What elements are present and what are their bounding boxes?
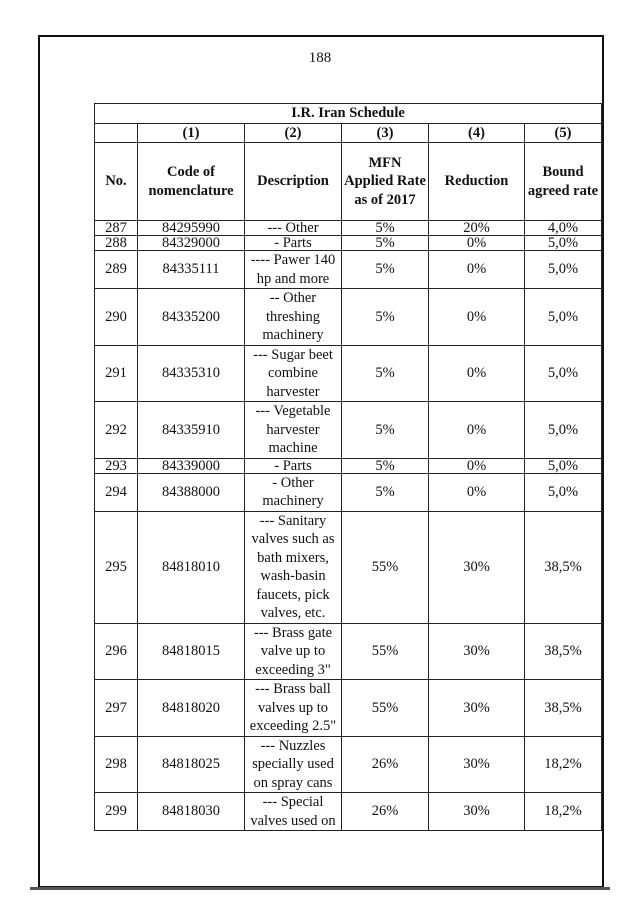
table-row: [95, 221, 602, 236]
cell-reduction: 0%: [429, 289, 525, 346]
cell-reduction: 0%: [429, 345, 525, 402]
table-row: [95, 345, 602, 402]
cell-bound-rate: 18,2%: [525, 793, 602, 831]
cell-mfn-rate: 5%: [342, 236, 429, 251]
cell-no: 298: [95, 736, 138, 793]
cell-no: 296: [95, 623, 138, 680]
cell-description: ---- Pawer 140 hp and more: [245, 251, 342, 289]
cell-code: 84339000: [138, 458, 245, 473]
cell-no: 297: [95, 680, 138, 737]
cell-no: 299: [95, 793, 138, 831]
tariff-schedule-table: [94, 103, 602, 831]
cell-mfn-rate: 55%: [342, 680, 429, 737]
cell-code: 84335310: [138, 345, 245, 402]
cell-reduction: 30%: [429, 793, 525, 831]
column-number: (2): [245, 123, 342, 143]
cell-description: - Other machinery: [245, 473, 342, 511]
cell-bound-rate: 5,0%: [525, 473, 602, 511]
cell-code: 84335111: [138, 251, 245, 289]
cell-mfn-rate: 26%: [342, 736, 429, 793]
cell-description: --- Brass gate valve up to exceeding 3": [245, 623, 342, 680]
scan-edge: [30, 887, 610, 890]
cell-description: --- Special valves used on: [245, 793, 342, 831]
cell-mfn-rate: 55%: [342, 623, 429, 680]
column-number-row: [95, 123, 602, 143]
cell-mfn-rate: 5%: [342, 345, 429, 402]
cell-code: 84818015: [138, 623, 245, 680]
cell-no: 295: [95, 511, 138, 623]
cell-description: --- Other: [245, 221, 342, 236]
cell-bound-rate: 5,0%: [525, 289, 602, 346]
header-no: No.: [95, 143, 138, 221]
table-row: [95, 236, 602, 251]
cell-reduction: 30%: [429, 680, 525, 737]
cell-description: - Parts: [245, 236, 342, 251]
cell-reduction: 30%: [429, 623, 525, 680]
table-row: [95, 736, 602, 793]
cell-no: 288: [95, 236, 138, 251]
table-row: [95, 473, 602, 511]
cell-mfn-rate: 5%: [342, 251, 429, 289]
cell-code: 84818030: [138, 793, 245, 831]
column-number: (4): [429, 123, 525, 143]
cell-code: 84388000: [138, 473, 245, 511]
cell-mfn-rate: 26%: [342, 793, 429, 831]
table-title: I.R. Iran Schedule: [95, 104, 602, 124]
cell-bound-rate: 38,5%: [525, 680, 602, 737]
table-row: [95, 680, 602, 737]
column-number: (1): [138, 123, 245, 143]
header-description: Description: [245, 143, 342, 221]
cell-no: 291: [95, 345, 138, 402]
cell-description: --- Nuzzles specially used on spray cans: [245, 736, 342, 793]
cell-description: - Parts: [245, 458, 342, 473]
cell-reduction: 30%: [429, 736, 525, 793]
table-row: [95, 511, 602, 623]
cell-reduction: 0%: [429, 473, 525, 511]
cell-bound-rate: 38,5%: [525, 511, 602, 623]
cell-mfn-rate: 5%: [342, 402, 429, 459]
header-code: Code of nomenclature: [138, 143, 245, 221]
cell-bound-rate: 5,0%: [525, 345, 602, 402]
cell-mfn-rate: 5%: [342, 473, 429, 511]
cell-description: --- Sanitary valves such as bath mixers, wash-basin faucets, pick valves, etc.: [245, 511, 342, 623]
table-row: [95, 793, 602, 831]
cell-code: 84818025: [138, 736, 245, 793]
cell-reduction: 20%: [429, 221, 525, 236]
column-number: [95, 123, 138, 143]
cell-bound-rate: 18,2%: [525, 736, 602, 793]
cell-no: 294: [95, 473, 138, 511]
cell-reduction: 30%: [429, 511, 525, 623]
column-number: (3): [342, 123, 429, 143]
table-row: [95, 623, 602, 680]
header-bound-rate: Bound agreed rate: [525, 143, 602, 221]
table-row: [95, 402, 602, 459]
cell-description: --- Brass ball valves up to exceeding 2.5": [245, 680, 342, 737]
header-row: [95, 143, 602, 221]
cell-bound-rate: 38,5%: [525, 623, 602, 680]
cell-description: --- Vegetable harvester machine: [245, 402, 342, 459]
table-row: [95, 458, 602, 473]
cell-no: 292: [95, 402, 138, 459]
cell-bound-rate: 5,0%: [525, 402, 602, 459]
cell-code: 84295990: [138, 221, 245, 236]
cell-bound-rate: 5,0%: [525, 251, 602, 289]
cell-bound-rate: 5,0%: [525, 458, 602, 473]
header-mfn-rate: MFN Applied Rate as of 2017: [342, 143, 429, 221]
table-row: [95, 289, 602, 346]
cell-code: 84818010: [138, 511, 245, 623]
cell-mfn-rate: 5%: [342, 289, 429, 346]
table-row: [95, 251, 602, 289]
cell-bound-rate: 5,0%: [525, 236, 602, 251]
cell-bound-rate: 4,0%: [525, 221, 602, 236]
cell-reduction: 0%: [429, 458, 525, 473]
cell-code: 84329000: [138, 236, 245, 251]
cell-no: 293: [95, 458, 138, 473]
cell-mfn-rate: 5%: [342, 458, 429, 473]
cell-no: 289: [95, 251, 138, 289]
cell-code: 84818020: [138, 680, 245, 737]
cell-code: 84335200: [138, 289, 245, 346]
cell-description: --- Sugar beet combine harvester: [245, 345, 342, 402]
cell-no: 287: [95, 221, 138, 236]
cell-mfn-rate: 5%: [342, 221, 429, 236]
cell-code: 84335910: [138, 402, 245, 459]
cell-reduction: 0%: [429, 251, 525, 289]
cell-reduction: 0%: [429, 402, 525, 459]
cell-no: 290: [95, 289, 138, 346]
column-number: (5): [525, 123, 602, 143]
cell-mfn-rate: 55%: [342, 511, 429, 623]
page-number: 188: [308, 50, 332, 66]
cell-description: -- Other threshing machinery: [245, 289, 342, 346]
header-reduction: Reduction: [429, 143, 525, 221]
cell-reduction: 0%: [429, 236, 525, 251]
